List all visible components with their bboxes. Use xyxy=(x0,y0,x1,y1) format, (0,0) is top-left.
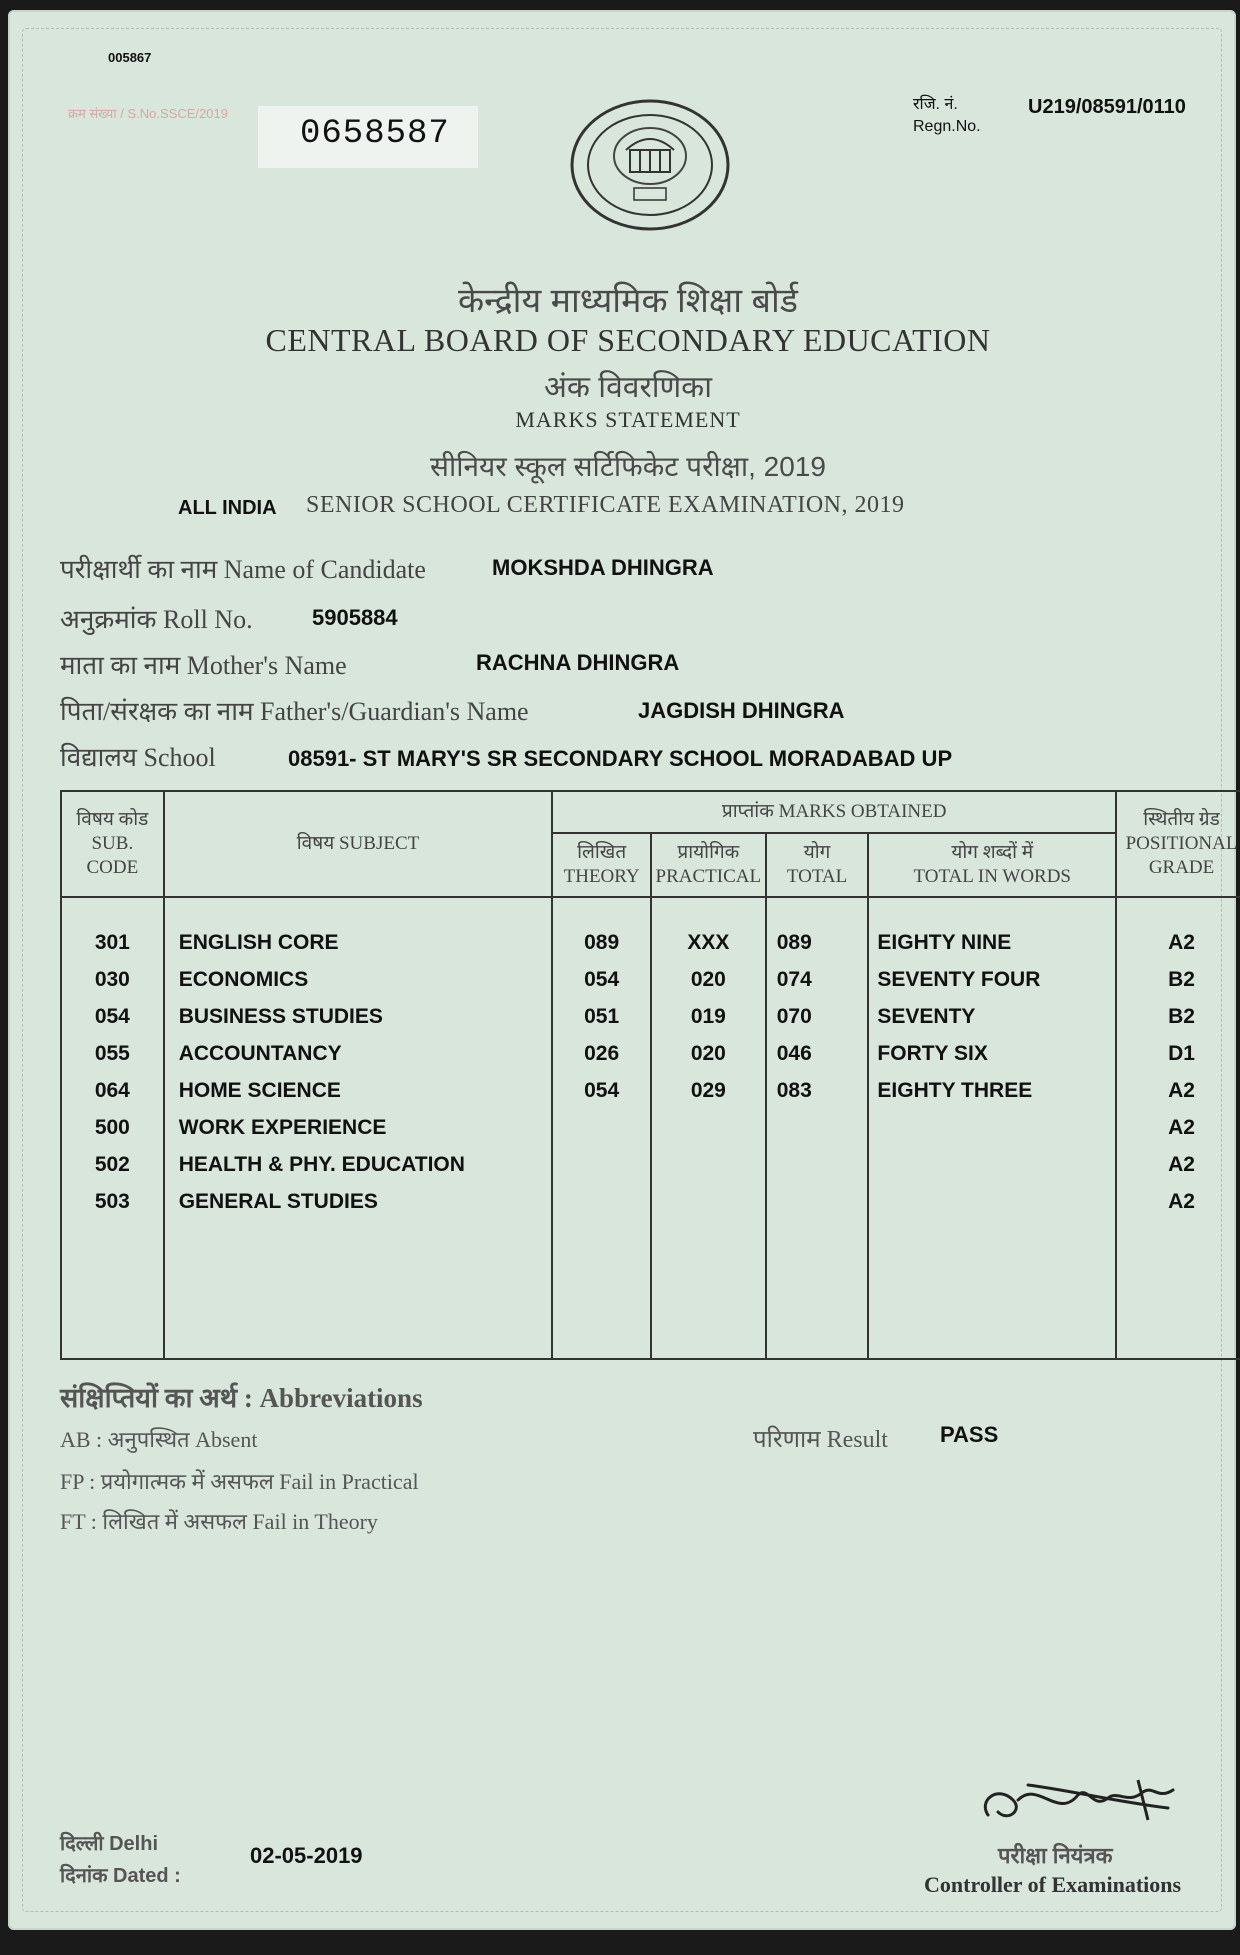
table-cell: 051 xyxy=(584,1005,620,1028)
subject-column xyxy=(164,897,553,1359)
candidate-name-label: परीक्षार्थी का नाम Name of Candidate xyxy=(60,555,426,584)
table-cell: 054 xyxy=(584,968,620,991)
table-cell: ACCOUNTANCY xyxy=(178,1042,342,1065)
controller-title: Controller of Examinations xyxy=(924,1872,1182,1897)
statement-title-hindi: अंक विवरणिका xyxy=(544,371,712,404)
table-cell: 500 xyxy=(94,1116,130,1139)
table-cell: GENERAL STUDIES xyxy=(178,1190,378,1213)
code-column xyxy=(61,897,164,1359)
table-cell: 030 xyxy=(94,968,130,991)
sr-no-label: क्रम संख्या / S.No.SSCE/2019 xyxy=(68,106,228,121)
table-cell: 054 xyxy=(584,1079,620,1102)
table-cell: B2 xyxy=(1168,1005,1195,1028)
words-column xyxy=(868,897,1116,1359)
result-label: परिणाम Result xyxy=(753,1427,888,1453)
marks-table xyxy=(60,790,1240,1360)
table-cell: A2 xyxy=(1168,1116,1195,1139)
col-header-subject: विषय SUBJECT xyxy=(164,791,553,897)
table-cell: BUSINESS STUDIES xyxy=(178,1005,383,1028)
table-cell: WORK EXPERIENCE xyxy=(178,1116,387,1139)
regn-no-label: रजि. नं. Regn.No. xyxy=(913,96,981,135)
table-cell: EIGHTY THREE xyxy=(877,1079,1033,1102)
roll-no-label: अनुक्रमांक Roll No. xyxy=(60,605,253,634)
candidate-name: MOKSHDA DHINGRA xyxy=(492,555,714,580)
table-cell: HOME SCIENCE xyxy=(178,1079,341,1102)
exam-title-english: SENIOR SCHOOL CERTIFICATE EXAMINATION, 2019 xyxy=(306,492,905,518)
table-cell: 503 xyxy=(94,1190,130,1213)
table-cell: 301 xyxy=(94,931,130,954)
total-column xyxy=(766,897,869,1359)
table-cell: 019 xyxy=(690,1005,726,1028)
school-label: विद्यालय School xyxy=(60,743,216,772)
table-cell: 046 xyxy=(776,1042,812,1065)
table-cell: SEVENTY xyxy=(877,1005,976,1028)
table-cell: HEALTH & PHY. EDUCATION xyxy=(178,1153,465,1176)
board-name-hindi: केन्द्रीय माध्यमिक शिक्षा बोर्ड xyxy=(458,282,798,320)
col-header-total: योग TOTAL xyxy=(766,833,869,897)
place-date-label: दिल्ली Delhi दिनांक Dated : xyxy=(60,1833,181,1887)
table-cell: 089 xyxy=(776,931,812,954)
theory-column xyxy=(552,897,651,1359)
table-cell: 026 xyxy=(584,1042,620,1065)
school-name: 08591- ST MARY'S SR SECONDARY SCHOOL MORADABAD UP xyxy=(288,746,953,771)
father-name-label: पिता/संरक्षक का नाम Father's/Guardian's Name xyxy=(60,697,529,726)
table-cell: A2 xyxy=(1168,1190,1195,1213)
table-cell: EIGHTY NINE xyxy=(877,931,1012,954)
table-cell: 020 xyxy=(690,968,726,991)
table-cell: A2 xyxy=(1168,1153,1195,1176)
table-cell: 083 xyxy=(776,1079,812,1102)
table-cell: 074 xyxy=(776,968,812,991)
table-cell: 054 xyxy=(94,1005,130,1028)
table-cell: FORTY SIX xyxy=(877,1042,988,1065)
col-header-marks-obtained: प्राप्तांक MARKS OBTAINED xyxy=(552,791,1116,833)
col-header-theory: लिखित THEORY xyxy=(552,833,651,897)
practical-column xyxy=(651,897,766,1359)
table-cell: XXX xyxy=(687,931,730,954)
controller-title-hindi: परीक्षा नियंत्रक xyxy=(998,1843,1113,1868)
table-cell: 064 xyxy=(94,1079,130,1102)
table-cell: ENGLISH CORE xyxy=(178,931,339,954)
sr-number: 0658587 xyxy=(300,115,450,153)
mother-name-label: माता का नाम Mother's Name xyxy=(60,651,347,680)
statement-title-english: MARKS STATEMENT xyxy=(515,407,741,432)
table-cell: 055 xyxy=(94,1042,130,1065)
table-cell: B2 xyxy=(1168,968,1195,991)
abbr-absent: AB : अनुपस्थित Absent xyxy=(60,1427,258,1452)
marks-statement-document xyxy=(8,10,1236,1930)
col-header-total-words: योग शब्दों में TOTAL IN WORDS xyxy=(868,833,1116,897)
cbse-seal-logo xyxy=(568,98,733,233)
table-cell: 020 xyxy=(690,1042,726,1065)
col-header-practical: प्रायोगिक PRACTICAL xyxy=(651,833,766,897)
roll-no: 5905884 xyxy=(312,605,398,630)
table-cell: D1 xyxy=(1168,1042,1195,1065)
all-india-label: ALL INDIA xyxy=(178,497,277,519)
controller-signature xyxy=(968,1760,1208,1840)
table-cell: 502 xyxy=(94,1153,130,1176)
regn-number: U219/08591/0110 xyxy=(1028,96,1186,118)
table-cell: A2 xyxy=(1168,931,1195,954)
mother-name: RACHNA DHINGRA xyxy=(476,650,680,675)
abbr-fail-theory: FT : लिखित में असफल Fail in Theory xyxy=(60,1509,378,1534)
table-cell: SEVENTY FOUR xyxy=(877,968,1041,991)
abbr-fail-practical: FP : प्रयोगात्मक में असफल Fail in Practical xyxy=(60,1469,419,1494)
result-value: PASS xyxy=(940,1422,999,1447)
table-cell: 070 xyxy=(776,1005,812,1028)
father-name: JAGDISH DHINGRA xyxy=(638,698,845,723)
grade-column xyxy=(1116,897,1240,1359)
issue-date: 02-05-2019 xyxy=(250,1843,363,1868)
table-cell: A2 xyxy=(1168,1079,1195,1102)
col-header-grade: स्थितीय ग्रेड POSITIONAL GRADE xyxy=(1116,791,1240,897)
abbreviations-title: संक्षिप्तियों का अर्थ : Abbreviations xyxy=(60,1383,423,1413)
table-cell: 089 xyxy=(584,931,620,954)
serial-small: 005867 xyxy=(108,50,152,65)
col-header-code: विषय कोड SUB. CODE xyxy=(61,791,164,897)
board-name-english: CENTRAL BOARD OF SECONDARY EDUCATION xyxy=(265,322,991,358)
table-cell: 029 xyxy=(690,1079,726,1102)
table-cell: ECONOMICS xyxy=(178,968,309,991)
exam-title-hindi: सीनियर स्कूल सर्टिफिकेट परीक्षा, 2019 xyxy=(430,451,826,482)
